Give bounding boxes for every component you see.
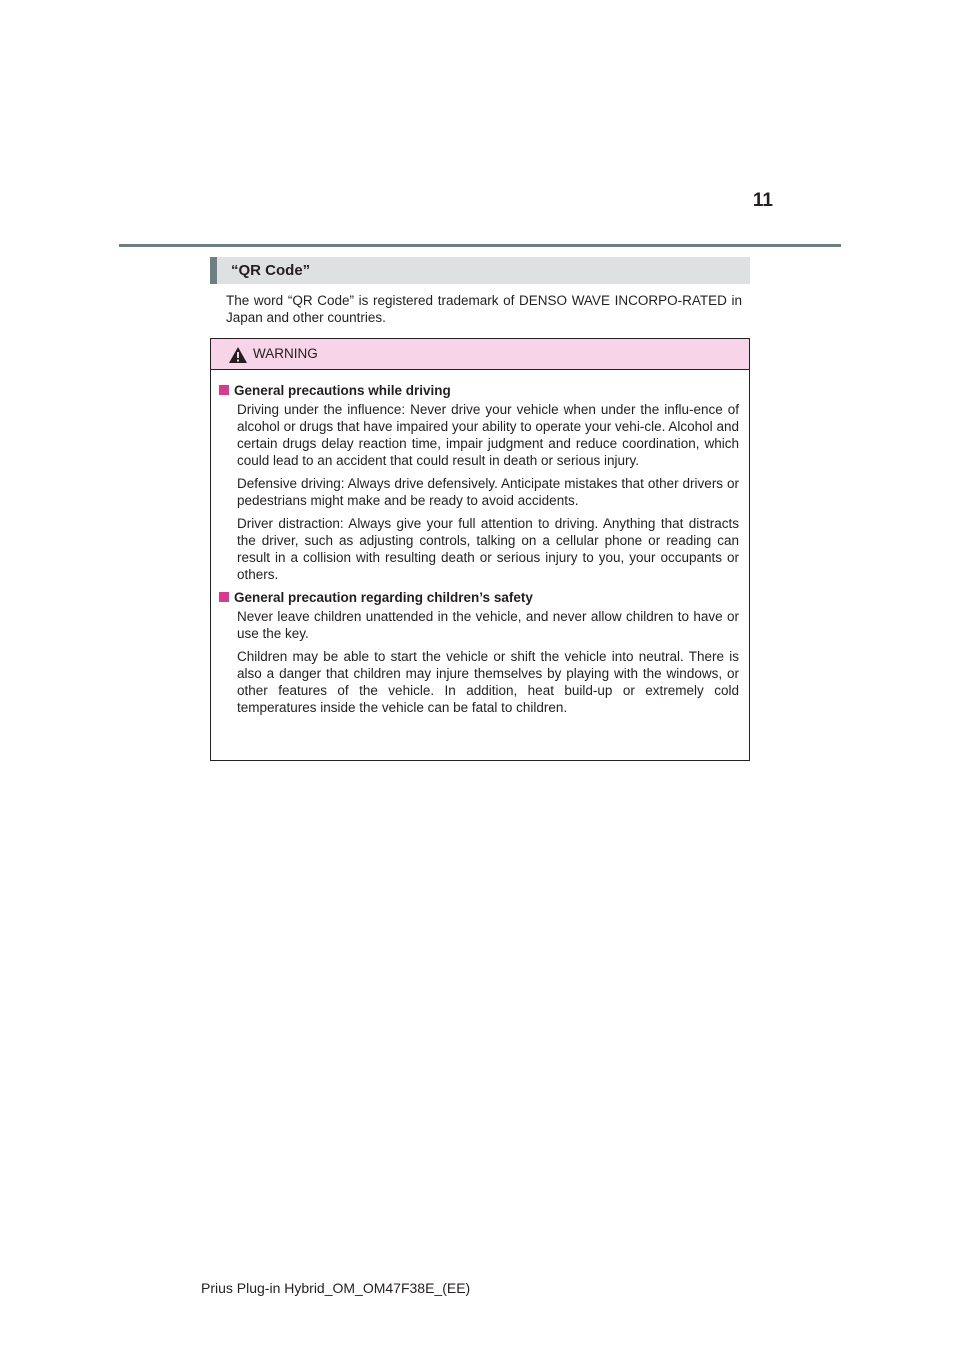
warning-body bbox=[211, 370, 749, 716]
warning-item bbox=[219, 382, 739, 583]
warning-paragraph: Defensive driving: Always drive defensively. Anticipate mistakes that other drivers or pedestrians might make and be ready to avoid accidents. bbox=[237, 476, 739, 508]
intro-paragraph: The word “QR Code” is registered trademark of DENSO WAVE INCORPO-RATED in Japan and other countries. bbox=[226, 293, 742, 325]
warning-title: WARNING bbox=[253, 346, 318, 361]
header-rule bbox=[119, 244, 841, 247]
warning-paragraph: Children may be able to start the vehicle or shift the vehicle into neutral. There is also a danger that children may injure themselves by playing with the windows, or other features of the vehicle. In addition, heat build-up or extremely cold temperatures inside the vehicle can be fatal to children. bbox=[237, 649, 739, 715]
warning-item bbox=[219, 589, 739, 716]
warning-triangle-icon bbox=[228, 345, 248, 363]
item-heading-text: General precautions while driving bbox=[234, 383, 451, 398]
warning-header bbox=[211, 339, 749, 370]
square-bullet-icon bbox=[219, 592, 229, 602]
warning-paragraph: Driving under the influence: Never drive your vehicle when under the influ-ence of alcohol or drugs that have impaired your ability to operate your vehi-cle. Alcohol and certain drugs delay reaction time, impair judgment and reduce coordination, which could lead to an accident that could result in death or serious injury. bbox=[237, 402, 739, 468]
page-number: 11 bbox=[752, 190, 773, 211]
warning-paragraph: Never leave children unattended in the vehicle, and never allow children to have or use the key. bbox=[237, 609, 739, 641]
item-heading bbox=[219, 589, 739, 606]
section-heading: “QR Code” bbox=[210, 257, 750, 284]
item-heading-text: General precaution regarding children’s safety bbox=[234, 590, 533, 605]
item-heading bbox=[219, 382, 739, 399]
warning-box bbox=[210, 338, 750, 761]
footer-document-id: Prius Plug-in Hybrid_OM_OM47F38E_(EE) bbox=[201, 1280, 471, 1296]
warning-paragraph: Driver distraction: Always give your full attention to driving. Anything that distracts the driver, such as adjusting controls, talking on a cellular phone or reading can result in a collision with resulting death or serious injury to you, your occupants or others. bbox=[237, 516, 739, 582]
square-bullet-icon bbox=[219, 385, 229, 395]
